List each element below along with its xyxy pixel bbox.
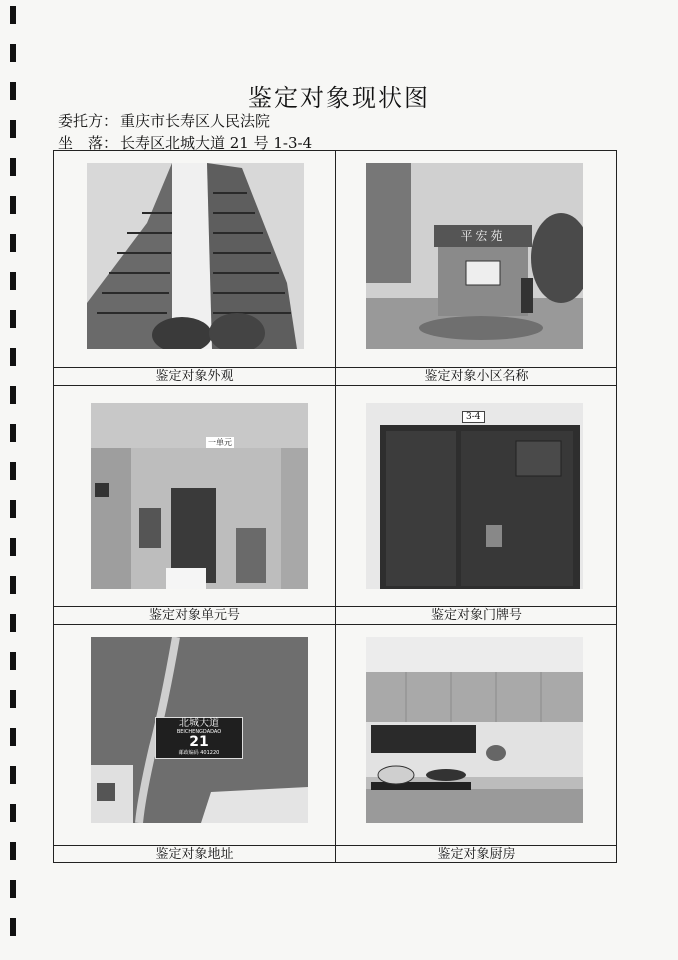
caption-kitchen: 鉴定对象厨房 [437, 847, 516, 862]
photo-community-gate [366, 163, 583, 349]
photo-unit-entrance [91, 403, 308, 589]
caption-unit-number: 鉴定对象单元号 [148, 608, 240, 623]
binding-holes [10, 0, 24, 960]
caption-community-name: 鉴定对象小区名称 [424, 369, 529, 384]
door-number-plate: 3-4 [462, 411, 485, 423]
street-number: 21 [189, 734, 209, 750]
location-label: 坐 落： [58, 134, 119, 152]
location-value: 长寿区北城大道 21 号 1-3-4 [120, 134, 313, 152]
client-line [58, 110, 270, 131]
photo-building-exterior [87, 163, 304, 349]
community-sign: 平宏苑 [460, 229, 506, 243]
client-value: 重庆市长寿区人民法院 [120, 112, 271, 130]
street-name: 北城大道 [179, 718, 219, 729]
photo-kitchen [366, 637, 583, 823]
street-pinyin: BEICHENGDADAO [176, 729, 222, 735]
caption-address: 鉴定对象地址 [155, 847, 234, 862]
caption-exterior: 鉴定对象外观 [155, 369, 234, 384]
photo-door-number [366, 403, 583, 589]
postcode: 邮政编码 401220 [178, 750, 220, 756]
photo-address-plate [91, 637, 308, 823]
document-title: 鉴定对象现状图 [248, 84, 430, 112]
photo-table [53, 150, 617, 863]
unit-sign: 一单元 [208, 438, 232, 447]
street-sign [155, 717, 243, 759]
caption-door-number: 鉴定对象门牌号 [430, 608, 522, 623]
client-label: 委托方： [58, 112, 119, 130]
